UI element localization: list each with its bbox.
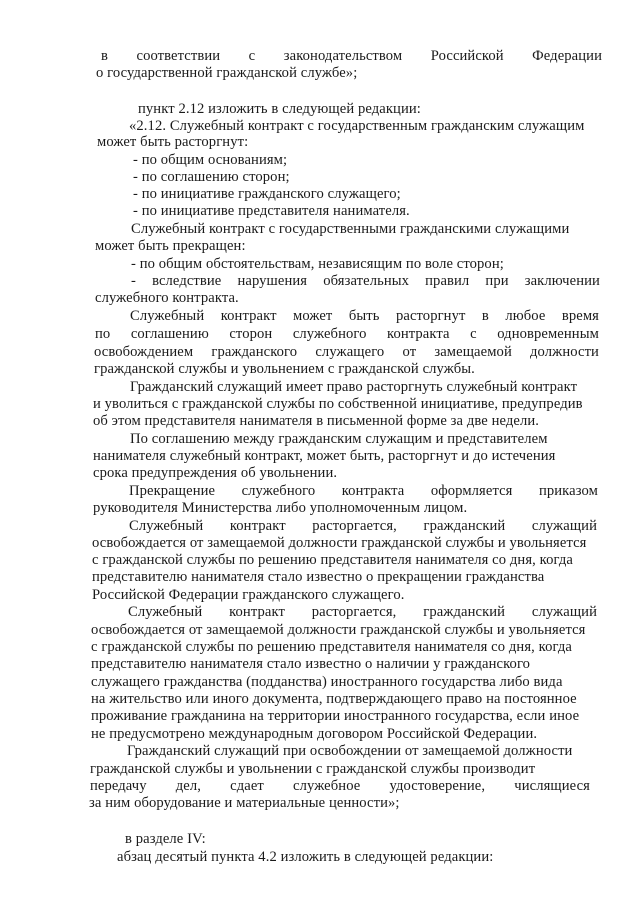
word: оформляется [430, 483, 513, 499]
word: освобождением [94, 344, 194, 360]
word: в [101, 48, 108, 64]
word: по [95, 326, 111, 342]
word: может [293, 308, 333, 324]
text-line [94, 344, 599, 361]
word: гражданский [423, 604, 506, 620]
word: при [485, 273, 509, 289]
word: служебное [293, 778, 361, 794]
word: Российской [430, 48, 504, 64]
text-line [95, 326, 599, 343]
text-line: не предусмотрено международным договором Российской Федерации. [91, 726, 538, 742]
text-line: Служебный контракт с государственными гражданскими служащими [131, 221, 570, 237]
text-line: - по общим обстоятельствам, независящим по воле сторон; [131, 256, 504, 272]
word: гражданский [423, 518, 506, 534]
word: с [248, 48, 256, 64]
word: расторгается, [311, 604, 397, 620]
text-line: Гражданский служащий имеет право расторгнуть служебный контракт [130, 379, 578, 395]
text-line: - по общим основаниям; [133, 152, 288, 168]
text-line: может быть прекращен: [95, 238, 246, 254]
section-heading-text: в разделе IV: [125, 831, 206, 847]
word: обязательных [323, 273, 410, 289]
text-line [90, 778, 590, 795]
word: служащий [531, 604, 597, 620]
word: приказом [538, 483, 598, 499]
text-line: о государственной гражданской службе»; [96, 65, 358, 81]
word: Прекращение [129, 483, 216, 499]
word: законодательством [283, 48, 403, 64]
text-line: представителю нанимателя стало известно о наличии у гражданского [91, 656, 531, 672]
text-line: с гражданской службы по решению представителя нанимателя со дня, когда [92, 552, 573, 568]
text-line: служащего гражданства (подданства) иностранного государства либо вида [91, 674, 563, 690]
text-line: руководителя Министерства либо уполномоченным лицом. [93, 500, 468, 516]
word: гражданского [211, 344, 298, 360]
text-line: служебного контракта. [95, 290, 239, 306]
word: от [402, 344, 417, 360]
word: служащего [315, 344, 385, 360]
word: удостоверение, [389, 778, 486, 794]
text-line: представителю нанимателя стало известно о прекращении гражданства [92, 569, 545, 585]
text-line: Российской Федерации гражданского служащего. [92, 587, 405, 603]
word: сдает [230, 778, 264, 794]
word: замещаемой [434, 344, 512, 360]
word: в [481, 308, 489, 324]
word: соглашению [130, 326, 209, 342]
word: должности [530, 344, 599, 360]
text-line: - по соглашению сторон; [133, 169, 290, 185]
word: контракт [220, 308, 277, 324]
word: сторон [229, 326, 273, 342]
text-line: с гражданской службы по решению представителя нанимателя со дня, когда [91, 639, 572, 655]
word: расторгается, [312, 518, 397, 534]
text-line [101, 48, 602, 65]
word: быть [348, 308, 380, 324]
text-line: По соглашению между гражданским служащим и представителем [130, 431, 548, 447]
word: контракт [229, 604, 285, 620]
word: служебного [241, 483, 316, 499]
text-line: срока предупреждения об увольнении. [93, 465, 338, 481]
text-line: и уволиться с гражданской службы по собственной инициативе, предупредив [93, 396, 583, 412]
text-line: может быть расторгнут: [97, 134, 249, 150]
word: Служебный [128, 604, 203, 620]
text-line: «2.12. Служебный контракт с государственным гражданским служащим [129, 118, 585, 134]
word: Служебный [129, 518, 204, 534]
text-line: нанимателя служебный контракт, может быть, расторгнут и до истечения [93, 448, 556, 464]
word: расторгнут [395, 308, 466, 324]
word: нарушения [237, 273, 308, 289]
text-line: гражданской службы и увольнении с гражданской службы производит [90, 761, 536, 777]
word: Федерации [532, 48, 602, 64]
text-line: гражданской службы и увольнением с гражданской службы. [94, 361, 475, 377]
word: любое [505, 308, 546, 324]
text-line: - по инициативе гражданского служащего; [133, 186, 401, 202]
word: дел, [175, 778, 201, 794]
word: служебного [292, 326, 367, 342]
word: числящиеся [514, 778, 590, 794]
word: - [131, 273, 136, 289]
text-line: за ним оборудование и материальные ценности»; [89, 795, 400, 811]
text-line [130, 308, 599, 325]
word: контракта [387, 326, 450, 342]
word: Служебный [130, 308, 205, 324]
text-line: пункт 2.12 изложить в следующей редакции: [138, 101, 421, 117]
word: одновременным [497, 326, 599, 342]
word: с [470, 326, 477, 342]
text-line: абзац десятый пункта 4.2 изложить в следующей редакции: [117, 849, 494, 865]
word: соответствии [136, 48, 221, 64]
text-line [128, 604, 597, 621]
text-line [129, 518, 597, 535]
text-line: - по инициативе представителя нанимателя. [133, 203, 410, 219]
word: заключении [524, 273, 600, 289]
text-line: об этом представителя нанимателя в письменной форме за две недели. [93, 413, 540, 429]
word: передачу [90, 778, 147, 794]
text-line: освобождается от замещаемой должности гражданской службы и увольняется [92, 535, 587, 551]
word: время [561, 308, 599, 324]
text-line: освобождается от замещаемой должности гражданской службы и увольняется [91, 622, 586, 638]
word: контракта [341, 483, 405, 499]
text-line: проживание гражданина на территории иностранного государства, если иное [91, 708, 580, 724]
text-line: на жительство или иного документа, подтверждающего право на постоянное [91, 691, 577, 707]
text-line: Гражданский служащий при освобождении от замещаемой должности [127, 743, 573, 759]
text-line [131, 273, 600, 290]
word: вследствие [152, 273, 222, 289]
text-line [129, 483, 598, 500]
word: служащий [531, 518, 597, 534]
word: правил [425, 273, 470, 289]
word: контракт [229, 518, 286, 534]
